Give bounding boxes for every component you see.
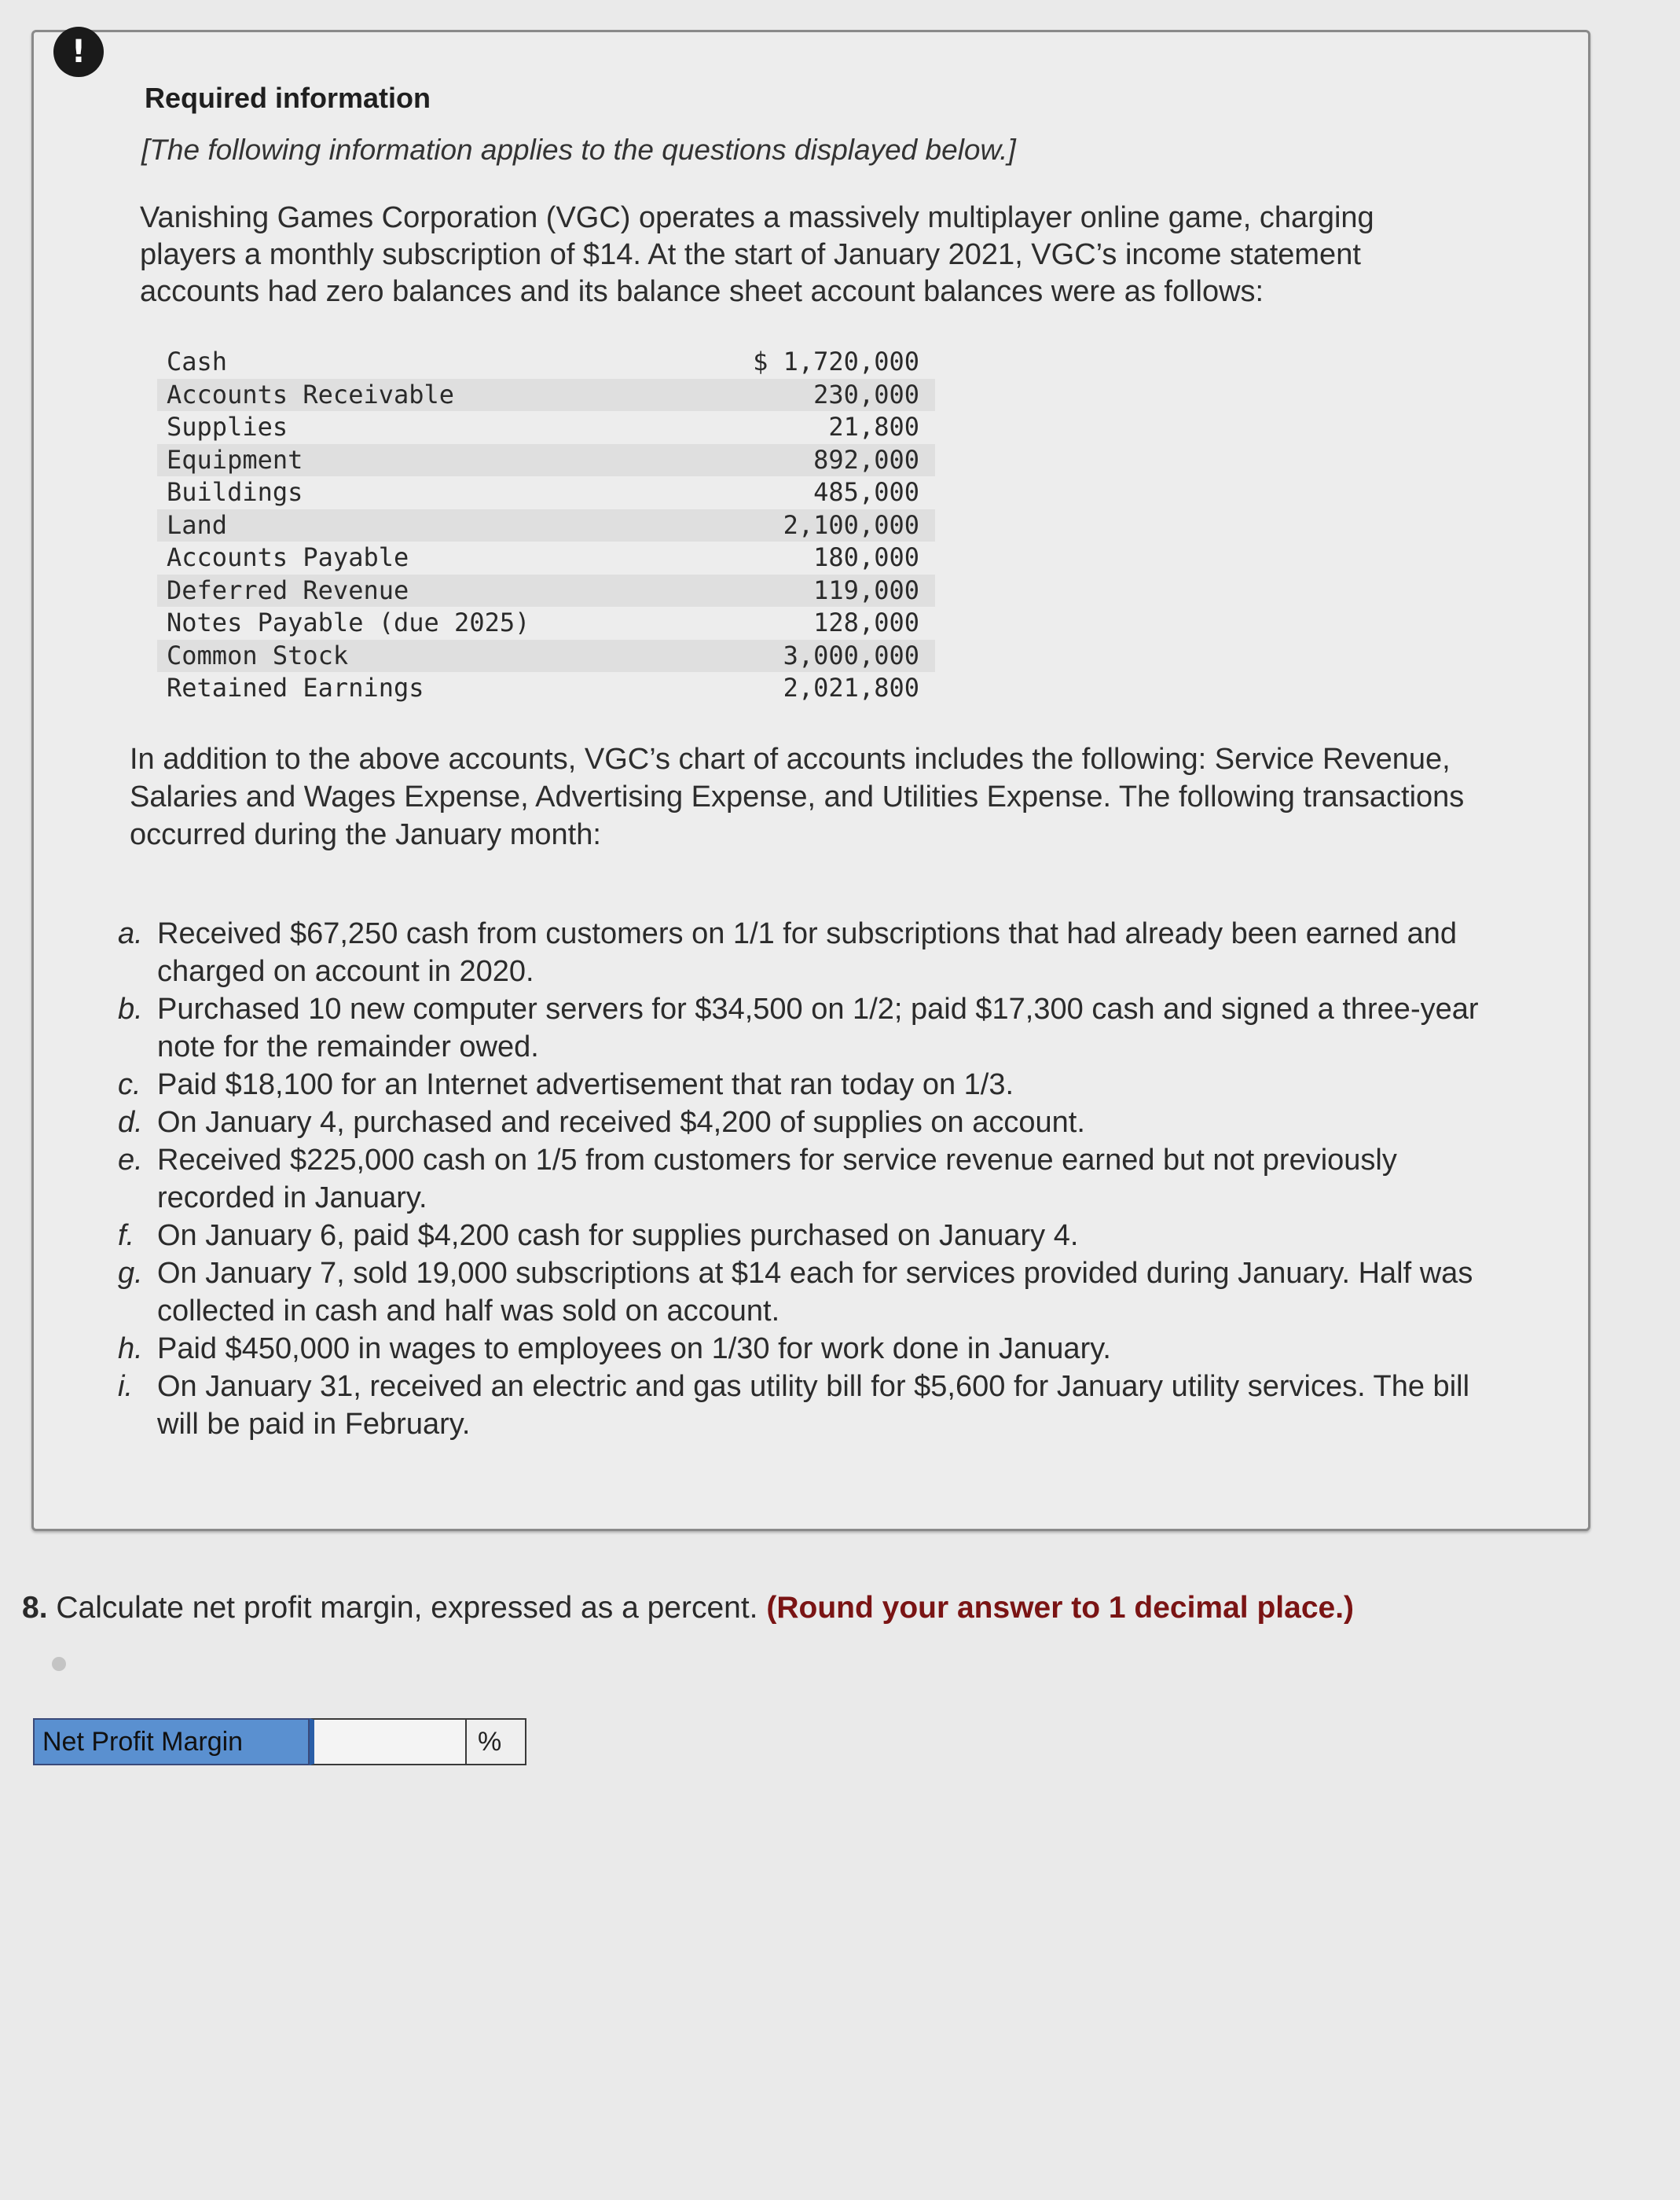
transaction-text: On January 6, paid $4,200 cash for supplies purchased on January 4. xyxy=(157,1219,1079,1252)
answer-row xyxy=(33,1718,526,1765)
transaction-item xyxy=(118,990,1493,1066)
account-name: Common Stock xyxy=(167,640,349,670)
transaction-text: Purchased 10 new computer servers for $34,500 on 1/2; paid $17,300 cash and signed a three-year note for the remainder owed. xyxy=(157,993,1479,1063)
account-amount: 230,000 xyxy=(813,379,919,410)
transaction-letter: d. xyxy=(118,1106,143,1139)
account-amount: 3,000,000 xyxy=(783,640,919,670)
question-text: Calculate net profit margin, expressed as a percent. xyxy=(56,1591,758,1625)
transaction-list xyxy=(118,915,1493,1443)
transaction-text: On January 4, purchased and received $4,200 of supplies on account. xyxy=(157,1106,1085,1139)
transaction-item xyxy=(118,1141,1493,1217)
transaction-text: Received $225,000 cash on 1/5 from customers for service revenue earned but not previously recorded in January. xyxy=(157,1144,1397,1214)
transaction-letter: g. xyxy=(118,1257,143,1290)
balance-row xyxy=(157,411,935,444)
status-dot xyxy=(52,1657,66,1671)
balance-table xyxy=(157,346,935,705)
account-amount: 21,800 xyxy=(828,412,919,442)
alert-icon: ! xyxy=(53,27,104,77)
transaction-letter: h. xyxy=(118,1332,143,1365)
percent-unit: % xyxy=(467,1718,526,1765)
transaction-item xyxy=(118,1217,1493,1254)
balance-row xyxy=(157,444,935,477)
balance-row xyxy=(157,346,935,379)
account-name: Cash xyxy=(167,347,228,376)
answer-label: Net Profit Margin xyxy=(33,1718,310,1765)
transaction-text: Received $67,250 cash from customers on 1/1 for subscriptions that had already been earned and charged on account in 2020. xyxy=(157,917,1458,988)
balance-row xyxy=(157,607,935,640)
required-info-subtitle: [The following information applies to the questions displayed below.] xyxy=(141,134,1016,166)
net-profit-margin-input[interactable] xyxy=(310,1718,467,1765)
transaction-letter: i. xyxy=(118,1370,133,1403)
transaction-item xyxy=(118,1330,1493,1368)
account-name: Accounts Payable xyxy=(167,542,409,572)
question-8 xyxy=(22,1591,1354,1625)
account-amount: 2,100,000 xyxy=(783,509,919,540)
intro-paragraph: Vanishing Games Corporation (VGC) operates a massively multiplayer online game, charging players a monthly subscription of $14. At the start of January 2021, VGC’s income statement accounts had zero balances and its balance sheet account balances were as follows: xyxy=(140,201,1374,308)
transaction-text: On January 7, sold 19,000 subscriptions at $14 each for services provided during January. Half was collected in cash and half was sold on account. xyxy=(157,1257,1473,1328)
question-instruction: (Round your answer to 1 decimal place.) xyxy=(766,1591,1355,1625)
transaction-item xyxy=(118,915,1493,990)
balance-row xyxy=(157,575,935,608)
transaction-letter: e. xyxy=(118,1144,143,1177)
account-name: Supplies xyxy=(167,412,288,442)
account-amount: 119,000 xyxy=(813,575,919,605)
transaction-letter: a. xyxy=(118,917,143,950)
account-name: Buildings xyxy=(167,477,303,507)
transaction-item xyxy=(118,1368,1493,1443)
balance-row xyxy=(157,476,935,509)
balance-row xyxy=(157,379,935,412)
balance-row xyxy=(157,509,935,542)
transaction-item xyxy=(118,1066,1493,1104)
account-amount: 128,000 xyxy=(813,608,919,637)
transaction-letter: c. xyxy=(118,1068,141,1101)
transaction-letter: b. xyxy=(118,993,143,1026)
transaction-text: Paid $18,100 for an Internet advertisement that ran today on 1/3. xyxy=(157,1068,1014,1101)
account-name: Accounts Receivable xyxy=(167,379,455,410)
transaction-text: On January 31, received an electric and gas utility bill for $5,600 for January utility services. The bill will be paid in February. xyxy=(157,1370,1470,1441)
account-amount: 2,021,800 xyxy=(783,673,919,703)
account-name: Retained Earnings xyxy=(167,673,424,703)
question-number: 8. xyxy=(22,1591,48,1625)
balance-row xyxy=(157,542,935,575)
transaction-text: Paid $450,000 in wages to employees on 1/30 for work done in January. xyxy=(157,1332,1111,1365)
account-name: Notes Payable (due 2025) xyxy=(167,608,530,637)
account-amount: 485,000 xyxy=(813,477,919,507)
account-name: Land xyxy=(167,509,228,540)
required-info-title: Required information xyxy=(145,82,431,114)
transaction-item xyxy=(118,1254,1493,1330)
account-amount: 892,000 xyxy=(813,444,919,475)
account-amount: 180,000 xyxy=(813,542,919,572)
balance-row xyxy=(157,640,935,673)
additional-info-paragraph: In addition to the above accounts, VGC’s chart of accounts includes the following: Service Revenue, Salaries and Wages Expense, Advertising Expense, and Utilities Expense. The following transactions occurred during the January month: xyxy=(130,743,1465,851)
account-name: Equipment xyxy=(167,444,303,475)
balance-row xyxy=(157,672,935,705)
account-name: Deferred Revenue xyxy=(167,575,409,605)
account-amount: $ 1,720,000 xyxy=(753,347,919,376)
transaction-letter: f. xyxy=(118,1219,135,1252)
transaction-item xyxy=(118,1104,1493,1141)
